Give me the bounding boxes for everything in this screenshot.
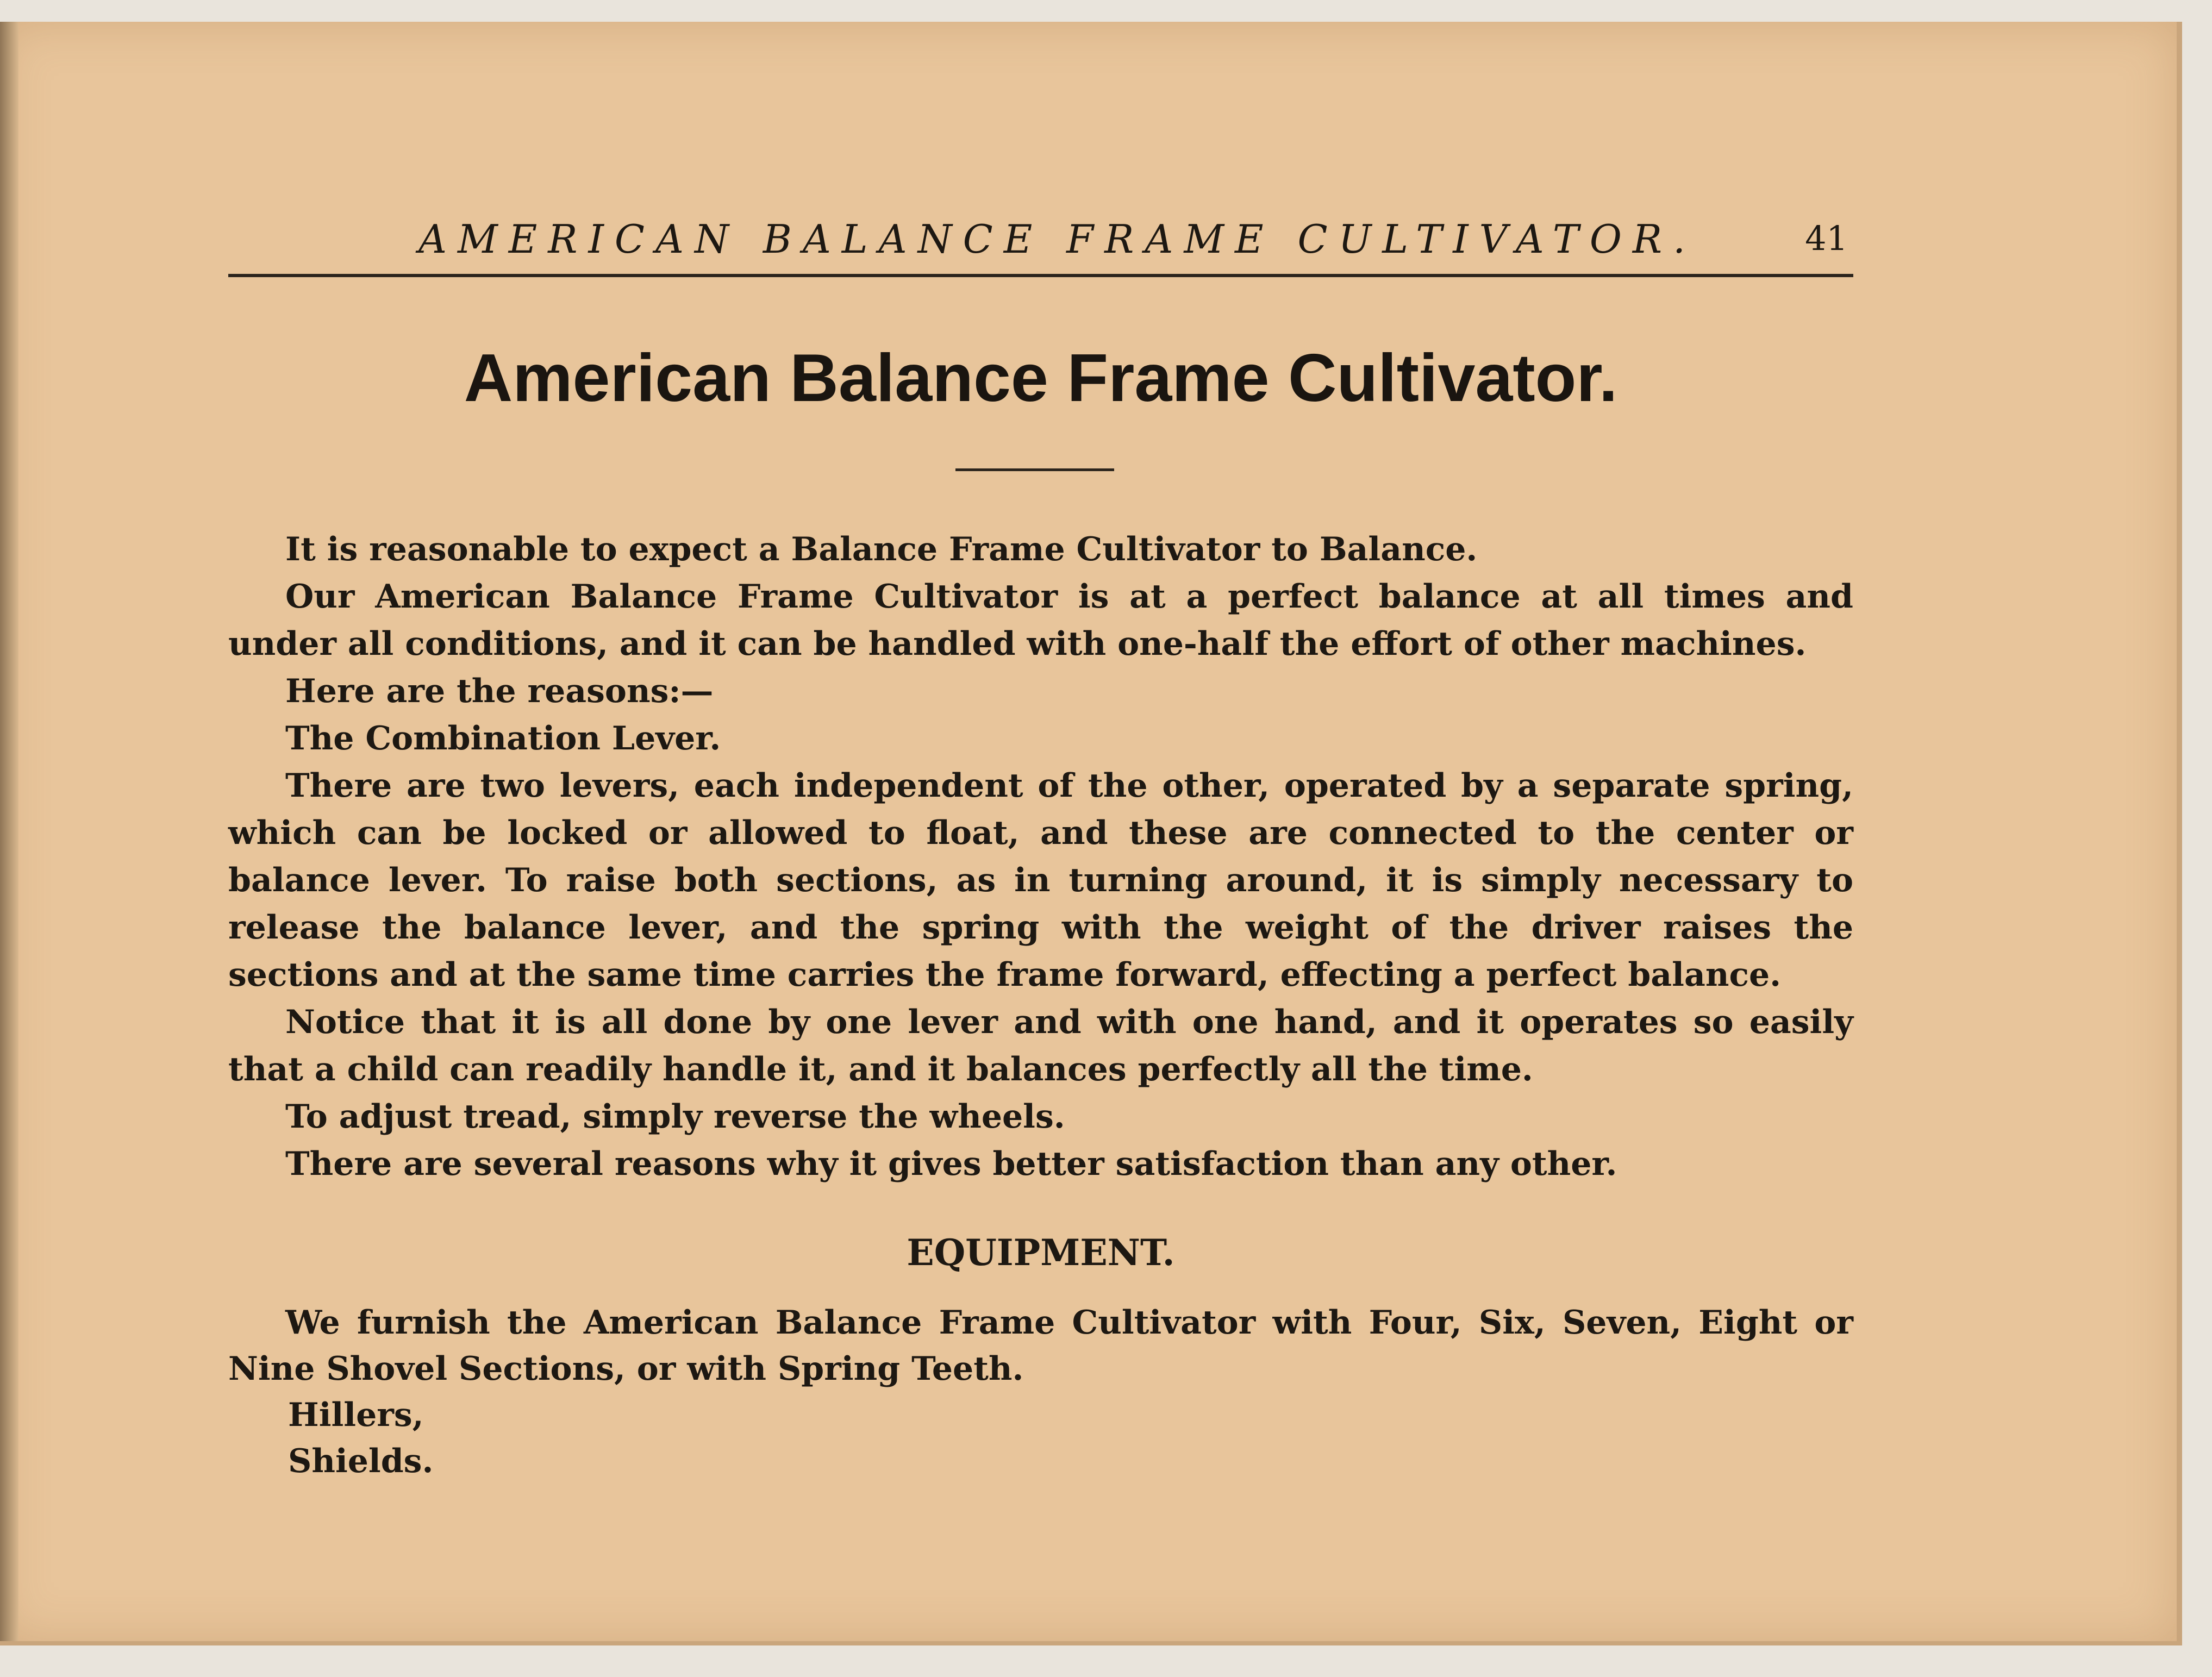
running-title: AMERICAN BALANCE FRAME CULTIVATOR.	[418, 216, 1696, 262]
equipment-heading: EQUIPMENT.	[907, 1231, 1175, 1274]
paragraph: There are several reasons why it gives better satisfaction than any other.	[285, 1145, 1617, 1183]
paragraph: Our American Balance Frame Cultivator is at a perfect balance at all times and under all conditions, and it can be handled with one-half the effort of other machines.	[228, 578, 1853, 663]
title-rule	[955, 468, 1114, 471]
list-item: Shields.	[288, 1442, 434, 1480]
equipment-intro: We furnish the American Balance Frame Cultivator with Four, Six, Seven, Eight or Nine Shovel Sections, or with Spring Teeth.	[228, 1304, 1853, 1388]
paragraph: It is reasonable to expect a Balance Frame Cultivator to Balance.	[285, 530, 1478, 568]
paragraph: Here are the reasons:—	[285, 672, 714, 710]
page-title: American Balance Frame Cultivator.	[464, 341, 1618, 416]
list-item: Hillers,	[288, 1396, 424, 1434]
header-rule	[228, 274, 1853, 277]
equipment-list	[228, 1392, 1853, 1485]
running-header	[228, 207, 1853, 277]
paragraph: Notice that it is all done by one lever and with one hand, and it operates so easily that a child can readily handle it, and it balances perfectly all the time.	[228, 1003, 1853, 1088]
equipment-section	[228, 1300, 1853, 1485]
book-page	[0, 22, 2182, 1645]
paragraph: The Combination Lever.	[285, 719, 721, 758]
page-number: 41	[1805, 218, 1848, 258]
page-spine-shadow	[0, 22, 18, 1641]
paragraph: There are two levers, each independent of the other, operated by a separate spring, which can be locked or allowed to float, and these are connected to the center or balance lever. To raise both sections, as in turning around, it is simply necessary to release the balance lever, and the spring with the weight of the driver raises the sections and at the same time carries the frame forward, effecting a perfect balance.	[228, 767, 1853, 994]
body-text	[228, 526, 1853, 1188]
paragraph: To adjust tread, simply reverse the wheels.	[285, 1098, 1065, 1136]
